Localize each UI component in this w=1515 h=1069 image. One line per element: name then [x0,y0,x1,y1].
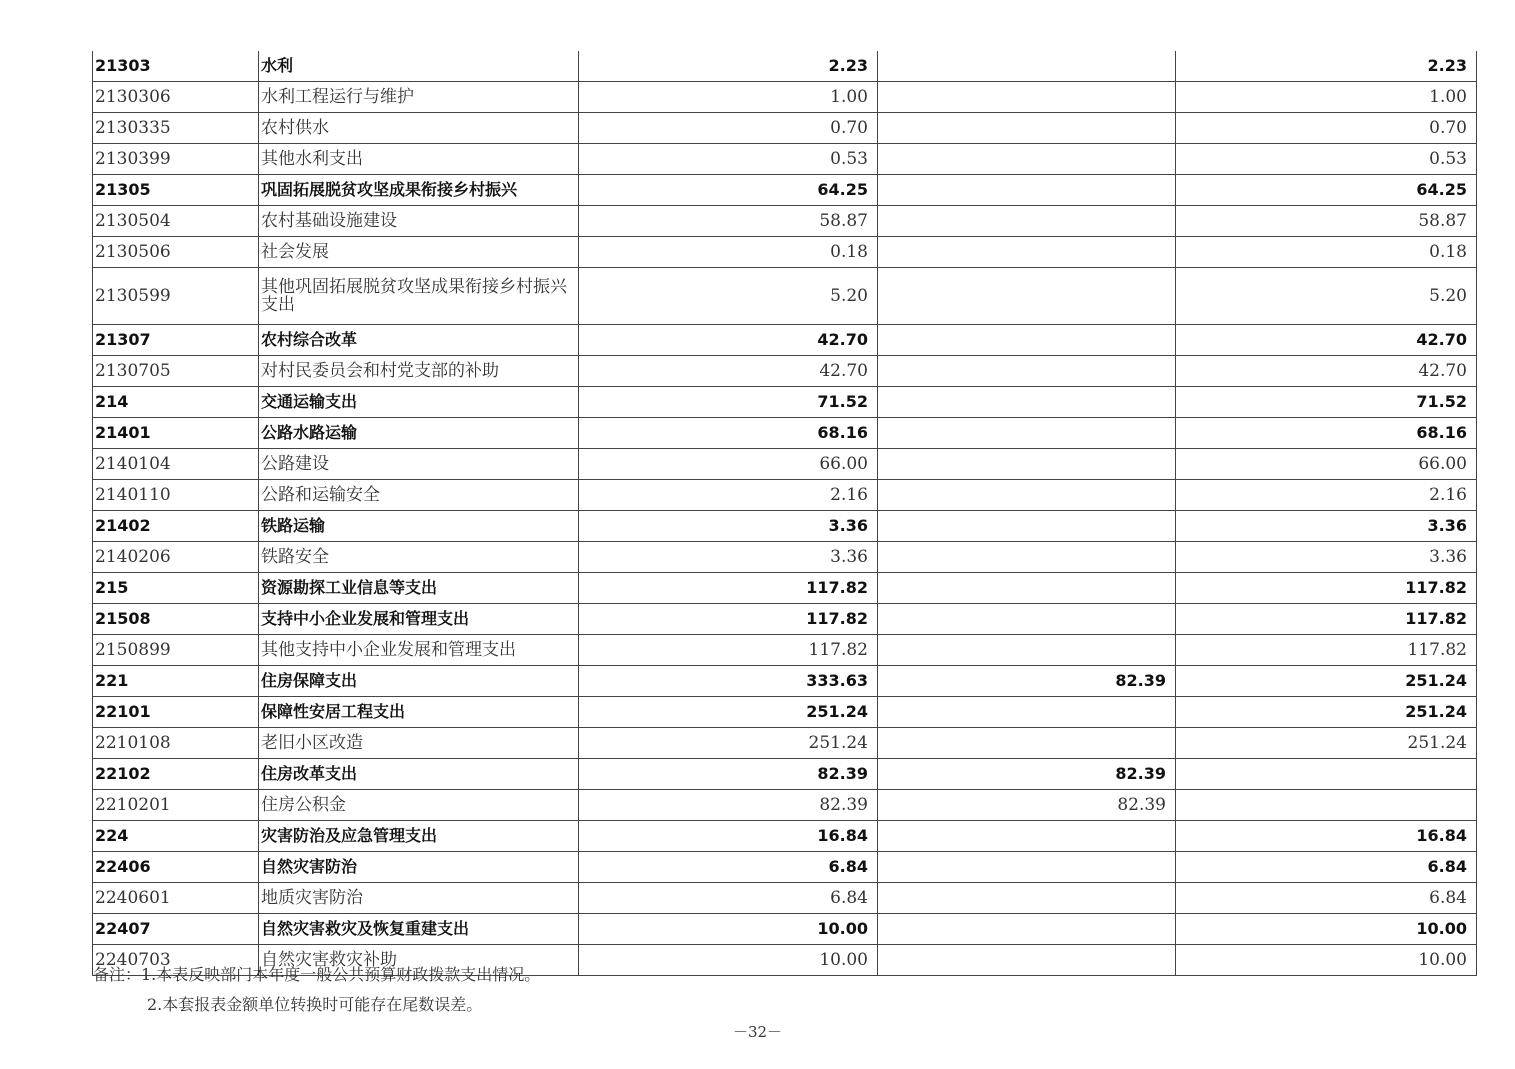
code-cell: 21307 [93,325,259,356]
table-row [93,604,1477,635]
code-cell: 2210108 [93,728,259,759]
table-row [93,144,1477,175]
project-cell: 6.84 [1176,883,1477,914]
basic-cell [878,113,1176,144]
total-cell: 66.00 [579,449,878,480]
name-cell: 其他巩固拓展脱贫攻坚成果衔接乡村振兴支出 [259,268,579,325]
total-cell: 2.16 [579,480,878,511]
table-row [93,542,1477,573]
basic-cell [878,449,1176,480]
name-cell: 其他支持中小企业发展和管理支出 [259,635,579,666]
project-cell: 0.53 [1176,144,1477,175]
table-row [93,573,1477,604]
project-cell: 117.82 [1176,573,1477,604]
name-cell: 住房改革支出 [259,759,579,790]
table-row [93,635,1477,666]
name-cell: 巩固拓展脱贫攻坚成果衔接乡村振兴 [259,175,579,206]
name-cell: 水利工程运行与维护 [259,82,579,113]
basic-cell [878,604,1176,635]
name-cell: 支持中小企业发展和管理支出 [259,604,579,635]
basic-cell: 82.39 [878,759,1176,790]
basic-cell [878,573,1176,604]
total-cell: 82.39 [579,759,878,790]
note-line-2: 2.本套报表金额单位转换时可能存在尾数误差。 [147,995,483,1014]
code-cell: 2130705 [93,356,259,387]
project-cell: 2.23 [1176,51,1477,82]
total-cell: 251.24 [579,697,878,728]
table-row [93,113,1477,144]
table-row [93,418,1477,449]
basic-cell: 82.39 [878,790,1176,821]
project-cell: 2.16 [1176,480,1477,511]
name-cell: 资源勘探工业信息等支出 [259,573,579,604]
basic-cell [878,511,1176,542]
total-cell: 2.23 [579,51,878,82]
total-cell: 1.00 [579,82,878,113]
total-cell: 42.70 [579,325,878,356]
table-row [93,666,1477,697]
total-cell: 0.53 [579,144,878,175]
project-cell: 10.00 [1176,914,1477,945]
basic-cell [878,51,1176,82]
notes [93,960,540,1020]
total-cell: 6.84 [579,852,878,883]
project-cell: 42.70 [1176,325,1477,356]
project-cell: 117.82 [1176,635,1477,666]
project-cell: 5.20 [1176,268,1477,325]
basic-cell [878,945,1176,976]
code-cell: 224 [93,821,259,852]
code-cell: 2130504 [93,206,259,237]
total-cell: 117.82 [579,604,878,635]
name-cell: 铁路运输 [259,511,579,542]
code-cell: 21305 [93,175,259,206]
name-cell: 自然灾害防治 [259,852,579,883]
name-cell: 其他水利支出 [259,144,579,175]
project-cell: 1.00 [1176,82,1477,113]
table-row [93,449,1477,480]
code-cell: 2210201 [93,790,259,821]
basic-cell [878,852,1176,883]
basic-cell: 82.39 [878,666,1176,697]
code-cell: 2150899 [93,635,259,666]
project-cell: 3.36 [1176,511,1477,542]
total-cell: 71.52 [579,387,878,418]
total-cell: 68.16 [579,418,878,449]
table-row [93,480,1477,511]
table-row [93,175,1477,206]
project-cell: 251.24 [1176,697,1477,728]
project-cell: 58.87 [1176,206,1477,237]
name-cell: 公路和运输安全 [259,480,579,511]
basic-cell [878,356,1176,387]
table-row [93,325,1477,356]
code-cell: 2240601 [93,883,259,914]
code-cell: 221 [93,666,259,697]
table-row [93,852,1477,883]
table-row [93,728,1477,759]
project-cell [1176,759,1477,790]
basic-cell [878,206,1176,237]
table-row [93,759,1477,790]
total-cell: 10.00 [579,914,878,945]
basic-cell [878,883,1176,914]
code-cell: 2140104 [93,449,259,480]
project-cell: 66.00 [1176,449,1477,480]
name-cell: 住房公积金 [259,790,579,821]
name-cell: 对村民委员会和村党支部的补助 [259,356,579,387]
table-row [93,268,1477,325]
basic-cell [878,268,1176,325]
basic-cell [878,697,1176,728]
total-cell: 42.70 [579,356,878,387]
code-cell: 2240703 [93,945,259,976]
project-cell: 6.84 [1176,852,1477,883]
name-cell: 水利 [259,51,579,82]
total-cell: 6.84 [579,883,878,914]
table-row [93,790,1477,821]
basic-cell [878,914,1176,945]
total-cell: 0.70 [579,113,878,144]
project-cell: 251.24 [1176,666,1477,697]
code-cell: 22406 [93,852,259,883]
project-cell: 3.36 [1176,542,1477,573]
table-body [93,51,1477,976]
basic-cell [878,821,1176,852]
code-cell: 21303 [93,51,259,82]
total-cell: 251.24 [579,728,878,759]
name-cell: 公路水路运输 [259,418,579,449]
code-cell: 22102 [93,759,259,790]
note-line-1: 备注：1.本表反映部门本年度一般公共预算财政拨款支出情况。 [93,965,541,984]
name-cell: 自然灾害救灾及恢复重建支出 [259,914,579,945]
total-cell: 117.82 [579,635,878,666]
name-cell: 交通运输支出 [259,387,579,418]
code-cell: 2140110 [93,480,259,511]
name-cell: 公路建设 [259,449,579,480]
table-row [93,511,1477,542]
name-cell: 老旧小区改造 [259,728,579,759]
code-cell: 214 [93,387,259,418]
table-row [93,356,1477,387]
table-row [93,387,1477,418]
total-cell: 5.20 [579,268,878,325]
name-cell: 农村供水 [259,113,579,144]
project-cell: 64.25 [1176,175,1477,206]
table-row [93,82,1477,113]
project-cell [1176,790,1477,821]
project-cell: 0.70 [1176,113,1477,144]
basic-cell [878,635,1176,666]
table-row [93,883,1477,914]
table-row [93,51,1477,82]
total-cell: 58.87 [579,206,878,237]
basic-cell [878,144,1176,175]
project-cell: 251.24 [1176,728,1477,759]
table-row [93,206,1477,237]
code-cell: 2140206 [93,542,259,573]
basic-cell [878,325,1176,356]
project-cell: 10.00 [1176,945,1477,976]
code-cell: 2130599 [93,268,259,325]
project-cell: 42.70 [1176,356,1477,387]
name-cell: 住房保障支出 [259,666,579,697]
basic-cell [878,542,1176,573]
basic-cell [878,728,1176,759]
table-row [93,697,1477,728]
code-cell: 21402 [93,511,259,542]
name-cell: 灾害防治及应急管理支出 [259,821,579,852]
code-cell: 21401 [93,418,259,449]
project-cell: 71.52 [1176,387,1477,418]
name-cell: 保障性安居工程支出 [259,697,579,728]
table-row [93,237,1477,268]
total-cell: 10.00 [579,945,878,976]
basic-cell [878,387,1176,418]
basic-cell [878,237,1176,268]
page-number: －32－ [732,1023,783,1041]
table-row [93,914,1477,945]
project-cell: 16.84 [1176,821,1477,852]
code-cell: 22407 [93,914,259,945]
project-cell: 0.18 [1176,237,1477,268]
name-cell: 铁路安全 [259,542,579,573]
total-cell: 3.36 [579,542,878,573]
code-cell: 2130506 [93,237,259,268]
total-cell: 3.36 [579,511,878,542]
code-cell: 2130306 [93,82,259,113]
total-cell: 82.39 [579,790,878,821]
code-cell: 21508 [93,604,259,635]
basic-cell [878,480,1176,511]
project-cell: 68.16 [1176,418,1477,449]
total-cell: 64.25 [579,175,878,206]
name-cell: 地质灾害防治 [259,883,579,914]
expenditure-table [92,51,1477,976]
code-cell: 2130399 [93,144,259,175]
total-cell: 333.63 [579,666,878,697]
basic-cell [878,82,1176,113]
total-cell: 117.82 [579,573,878,604]
total-cell: 0.18 [579,237,878,268]
name-cell: 农村综合改革 [259,325,579,356]
basic-cell [878,418,1176,449]
total-cell: 16.84 [579,821,878,852]
table-row [93,821,1477,852]
project-cell: 117.82 [1176,604,1477,635]
code-cell: 2130335 [93,113,259,144]
name-cell: 社会发展 [259,237,579,268]
name-cell: 自然灾害救灾补助 [259,945,579,976]
code-cell: 22101 [93,697,259,728]
code-cell: 215 [93,573,259,604]
name-cell: 农村基础设施建设 [259,206,579,237]
basic-cell [878,175,1176,206]
